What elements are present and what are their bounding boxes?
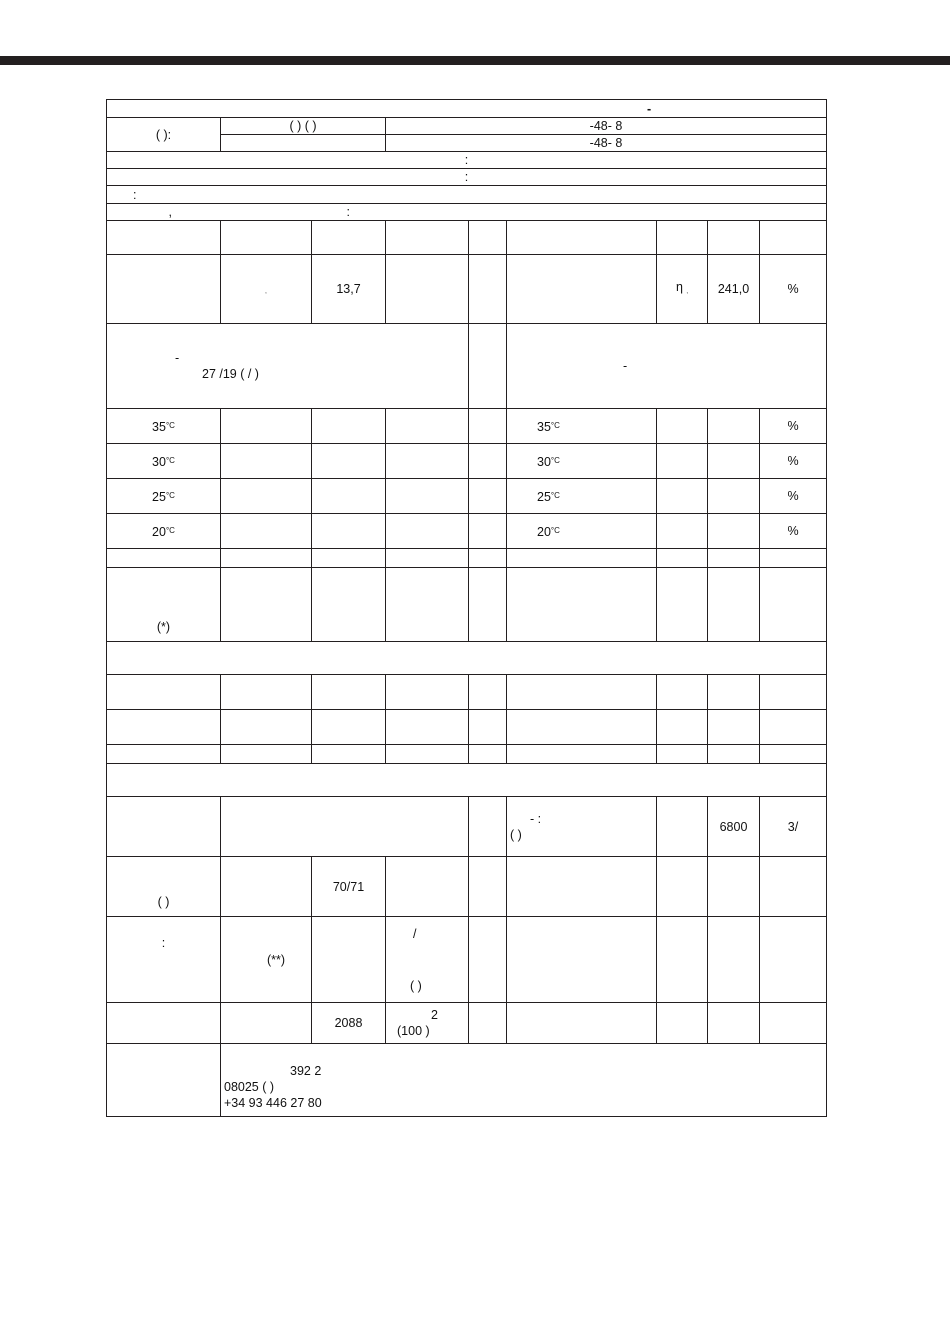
main-parameters-row: [107, 255, 827, 324]
refrigerant-row: [107, 917, 827, 1003]
unit-labels-empty: [221, 135, 386, 152]
product-information-table: [106, 99, 827, 1117]
unit-20: %: [760, 514, 827, 549]
temp-left-30: $30^{^\circ C}$: [107, 444, 221, 479]
partial-load-row-25: [107, 479, 827, 514]
info-row-3-text: :: [107, 186, 827, 204]
column-header-row: [107, 221, 827, 255]
info-row-2: [107, 169, 827, 186]
gwp-value: 2088: [312, 1003, 386, 1044]
capacity-subscript: ,: [265, 288, 267, 295]
model-label: ( ):: [107, 118, 221, 152]
gwp-row: [107, 1003, 827, 1044]
partial-load-left-header: [107, 324, 469, 409]
eta-value: 241,0: [708, 255, 760, 324]
title-dash: -: [647, 101, 652, 116]
unit-35: %: [760, 409, 827, 444]
airflow-paren: ( ): [510, 827, 522, 842]
contact-line-1: 392 2: [290, 1064, 322, 1078]
section-header-row-1: [107, 642, 827, 675]
unit-30: %: [760, 444, 827, 479]
co2-line1: 2: [431, 1008, 438, 1022]
footnote-double-star: (**): [221, 917, 312, 1003]
airflow-row: [107, 797, 827, 857]
partial-load-header-row: [107, 324, 827, 409]
blank-row-3: [107, 710, 827, 745]
info-row-1-text: :: [107, 152, 827, 169]
temp-right-30: $30^{^\circ C}$: [507, 444, 657, 479]
eta-unit: %: [760, 255, 827, 324]
contact-details: [221, 1044, 827, 1117]
sound-value: 70/71: [312, 857, 386, 917]
section-header-row-2: [107, 764, 827, 797]
footnote-star-row: [107, 568, 827, 642]
info-row-2-text: :: [107, 169, 827, 186]
title-row: [107, 100, 827, 118]
refrigerant-paren: ( ): [410, 978, 422, 993]
info-row-4-left: ,: [168, 205, 172, 219]
airflow-dash: - :: [530, 811, 542, 826]
airflow-value: 6800: [708, 797, 760, 857]
blank-row-4: [107, 745, 827, 764]
co2-cell: [386, 1003, 469, 1044]
partial-load-left-conditions: 27 /19 ( / ): [202, 367, 259, 381]
info-row-4: [107, 204, 827, 221]
contact-line-2: 08025 ( ): [224, 1080, 275, 1094]
unit-25: %: [760, 479, 827, 514]
sound-row: [107, 857, 827, 917]
model-row-indoor: [107, 118, 827, 135]
refrigerant-cell: [386, 917, 469, 1003]
blank-row-1: [107, 549, 827, 568]
temp-left-35: $35^{^\circ C}$: [107, 409, 221, 444]
info-row-4: [107, 204, 827, 221]
outdoor-model-value: -48- 8: [386, 135, 827, 152]
temp-right-25: $25^{^\circ C}$: [507, 479, 657, 514]
sound-label: ( ): [107, 857, 221, 917]
eta-symbol-cell: [657, 255, 708, 324]
footnote-star: (*): [107, 568, 221, 642]
rated-capacity-value: 13,7: [312, 255, 386, 324]
eta-symbol: η: [675, 279, 683, 294]
contact-row: [107, 1044, 827, 1117]
co2-line2: (100 ): [397, 1024, 430, 1038]
temp-left-25: $25^{^\circ C}$: [107, 479, 221, 514]
partial-load-row-30: [107, 444, 827, 479]
partial-load-right-header: [507, 324, 827, 409]
temp-left-20: $20^{^\circ C}$: [107, 514, 221, 549]
refrigerant-slash: /: [413, 926, 417, 941]
unit-labels: ( ) ( ): [221, 118, 386, 135]
contact-line-3: +34 93 446 27 80: [224, 1096, 322, 1110]
temp-right-35: $35^{^\circ C}$: [507, 409, 657, 444]
partial-load-right-dash: -: [623, 359, 628, 373]
partial-load-left-dash: -: [175, 351, 180, 365]
airflow-label: [507, 797, 657, 857]
header-rule: [0, 56, 950, 65]
eta-subscript: ,: [686, 288, 689, 295]
info-row-3: [107, 186, 827, 204]
info-row-4-right: :: [346, 205, 350, 219]
temp-right-20: $20^{^\circ C}$: [507, 514, 657, 549]
info-row-1: [107, 152, 827, 169]
airflow-unit: 3/: [760, 797, 827, 857]
indoor-model-value: -48- 8: [386, 118, 827, 135]
refrigerant-colon: :: [107, 917, 221, 1003]
partial-load-row-35: [107, 409, 827, 444]
blank-row-2: [107, 675, 827, 710]
partial-load-row-20: [107, 514, 827, 549]
